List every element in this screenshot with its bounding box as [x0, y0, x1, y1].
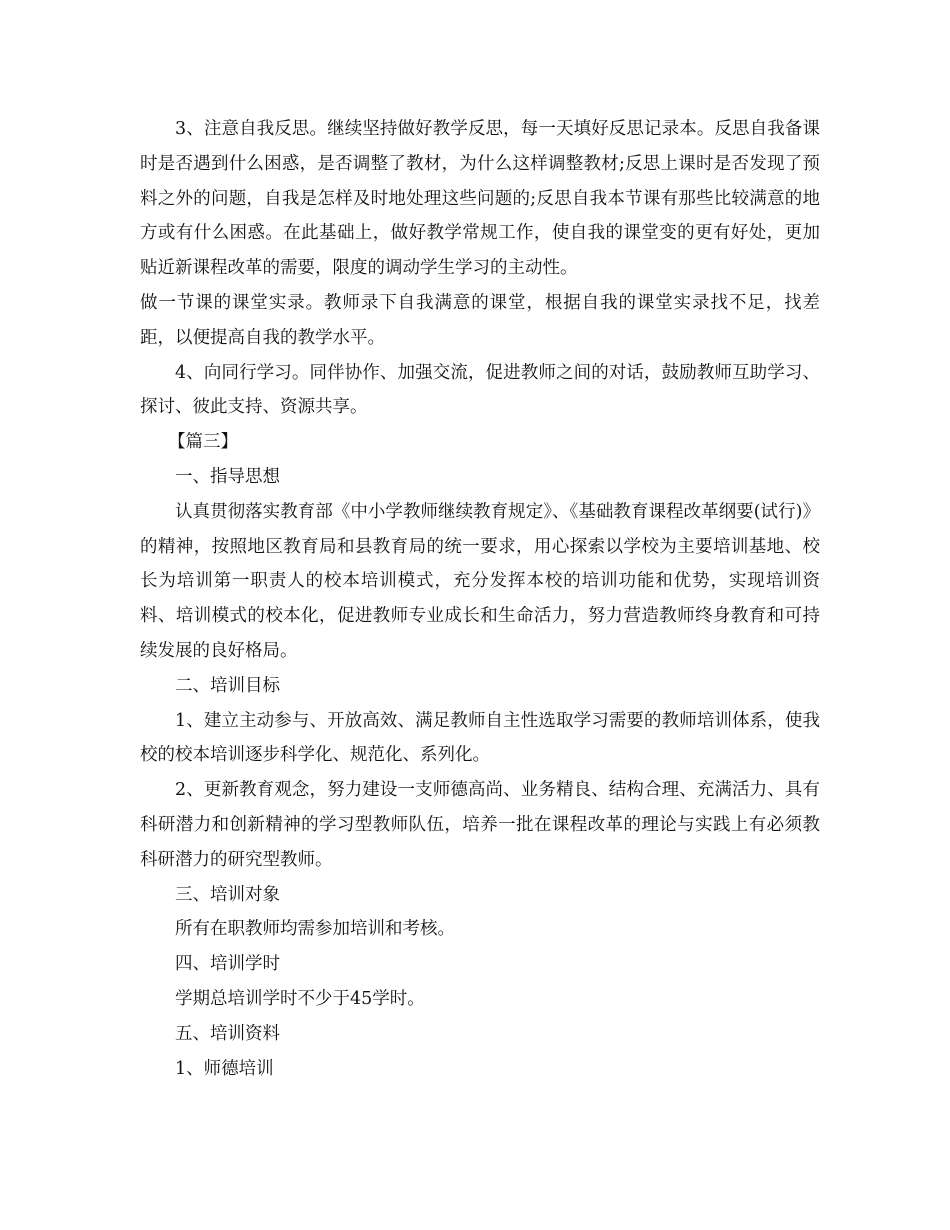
- heading-training-hours: 四、培训学时: [175, 954, 280, 975]
- heading-ethics-training: 1、师德培训: [175, 1058, 274, 1079]
- paragraph-goal-2: 2、更新教育观念，努力建设一支师德高尚、业务精良、结构合理、充满活力、具有科研潜力和创新精神的学习型教师队伍，培养一批在课程改革的理论与实践上有必须教科研潜力的研究型教师。: [140, 780, 820, 870]
- paragraph-guiding-ideology: 认真贯彻落实教育部《中小学教师继续教育规定》、《基础教育课程改革纲要(试行)》的精神，按照地区教育局和县教育局的统一要求，用心探索以学校为主要培训基地、校长为培训第一职责人的校本培训模式，充分发挥本校的培训功能和优势，实现培训资料、培训模式的校本化，促进教师专业成长和生命活力，努力营造教师终身教育和可持续发展的良好格局。: [140, 501, 820, 661]
- section-title-part-three: 【篇三】: [168, 432, 238, 453]
- paragraph-training-targets: 所有在职教师均需参加培训和考核。: [175, 919, 455, 940]
- heading-guiding-ideology: 一、指导思想: [175, 466, 280, 487]
- paragraph-self-reflection: 3、注意自我反思。继续坚持做好教学反思，每一天填好反思记录本。反思自我备课时是否遇到什么困惑，是否调整了教材，为什么这样调整教材;反思上课时是否发现了预料之外的问题，自我是怎样及时地处理这些问题的;反思自我本节课有那些比较满意的地方或有什么困惑。在此基础上，做好教学常规工作，使自我的课堂变的更有好处，更加贴近新课程改革的需要，限度的调动学生学习的主动性。: [140, 119, 820, 279]
- heading-training-goals: 二、培训目标: [175, 675, 280, 696]
- document-body: [140, 112, 820, 1086]
- heading-training-targets: 三、培训对象: [175, 884, 280, 905]
- paragraph-training-hours: 学期总培训学时不少于45学时。: [175, 988, 425, 1009]
- paragraph-peer-learning: 4、向同行学习。同伴协作、加强交流，促进教师之间的对话，鼓励教师互助学习、探讨、彼此支持、资源共享。: [140, 362, 820, 418]
- paragraph-class-recording: 做一节课的课堂实录。教师录下自我满意的课堂，根据自我的课堂实录找不足，找差距，以便提高自我的教学水平。: [140, 292, 820, 348]
- heading-training-materials: 五、培训资料: [175, 1023, 280, 1044]
- paragraph-goal-1: 1、建立主动参与、开放高效、满足教师自主性选取学习需要的教师培训体系，使我校的校本培训逐步科学化、规范化、系列化。: [140, 710, 820, 766]
